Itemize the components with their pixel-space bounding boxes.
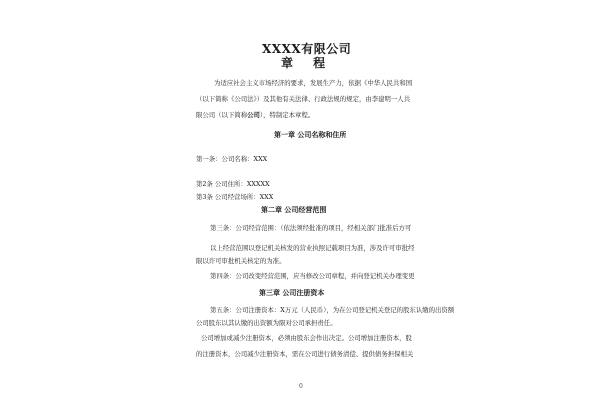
preamble-line-2: （以下简称《公司法》）及其他有关法律、行政法规的规定，由李建明一人共 bbox=[196, 95, 411, 103]
business-scope-line-1: 以上经营范围以登记机关核发的营业执照记载项目为准，涉及许可审批经 bbox=[210, 244, 415, 252]
preamble-line-3-end: ），特制定本章程。 bbox=[259, 111, 315, 119]
page-number: 0 bbox=[299, 383, 303, 390]
preamble-line-3 bbox=[196, 111, 314, 119]
article-4: 第三条：公司经营范围：（依法须经批准的项目，经相关部门批准后方可 bbox=[210, 224, 412, 232]
section-3-heading: 第三章 公司注册资本 bbox=[259, 288, 325, 297]
article-6: 第五条：公司注册资本：X万元（人民币），为在公司登记机关登记的股东认缴的出资额 bbox=[210, 306, 455, 314]
article-5: 第四条：公司改变经营范围，应当修改公司章程，并向登记机关办理变更 bbox=[210, 272, 415, 280]
capital-line-2: 公司股东以其认缴的出资额为限对公司承担责任。 bbox=[196, 319, 337, 327]
article-3: 第3条 公司经营场所：XXX bbox=[196, 193, 274, 201]
preamble-overlay-text: 公司 bbox=[247, 111, 260, 119]
capital-line-3: 公司增加或减少注册资本，必须由股东会作出决定。公司增加注册资本，股 bbox=[201, 334, 412, 342]
company-title: XXXX有限公司 bbox=[262, 42, 352, 56]
section-2-heading: 第二章 公司经营范围 bbox=[261, 205, 327, 214]
document-title: 章 程 bbox=[281, 56, 334, 70]
article-1: 第一条：公司名称：XXX bbox=[196, 155, 268, 163]
preamble-line-3-start: 限公司（以下简称 bbox=[196, 111, 248, 119]
business-scope-line-2: 限以许可审批机关核定的为准。 bbox=[196, 257, 286, 265]
section-1-heading: 第一章 公司名称和住所 bbox=[274, 130, 347, 139]
capital-line-4: 的注册资本，公司减少注册资本，需在公司进行债务清偿、提供债务担保相关 bbox=[196, 350, 414, 358]
preamble-line-1: 为适应社会主义市场经济的要求，发展生产力，依据《中华人民共和国 bbox=[214, 79, 413, 87]
article-2: 第2条 公司住所：XXXXX bbox=[196, 180, 270, 188]
